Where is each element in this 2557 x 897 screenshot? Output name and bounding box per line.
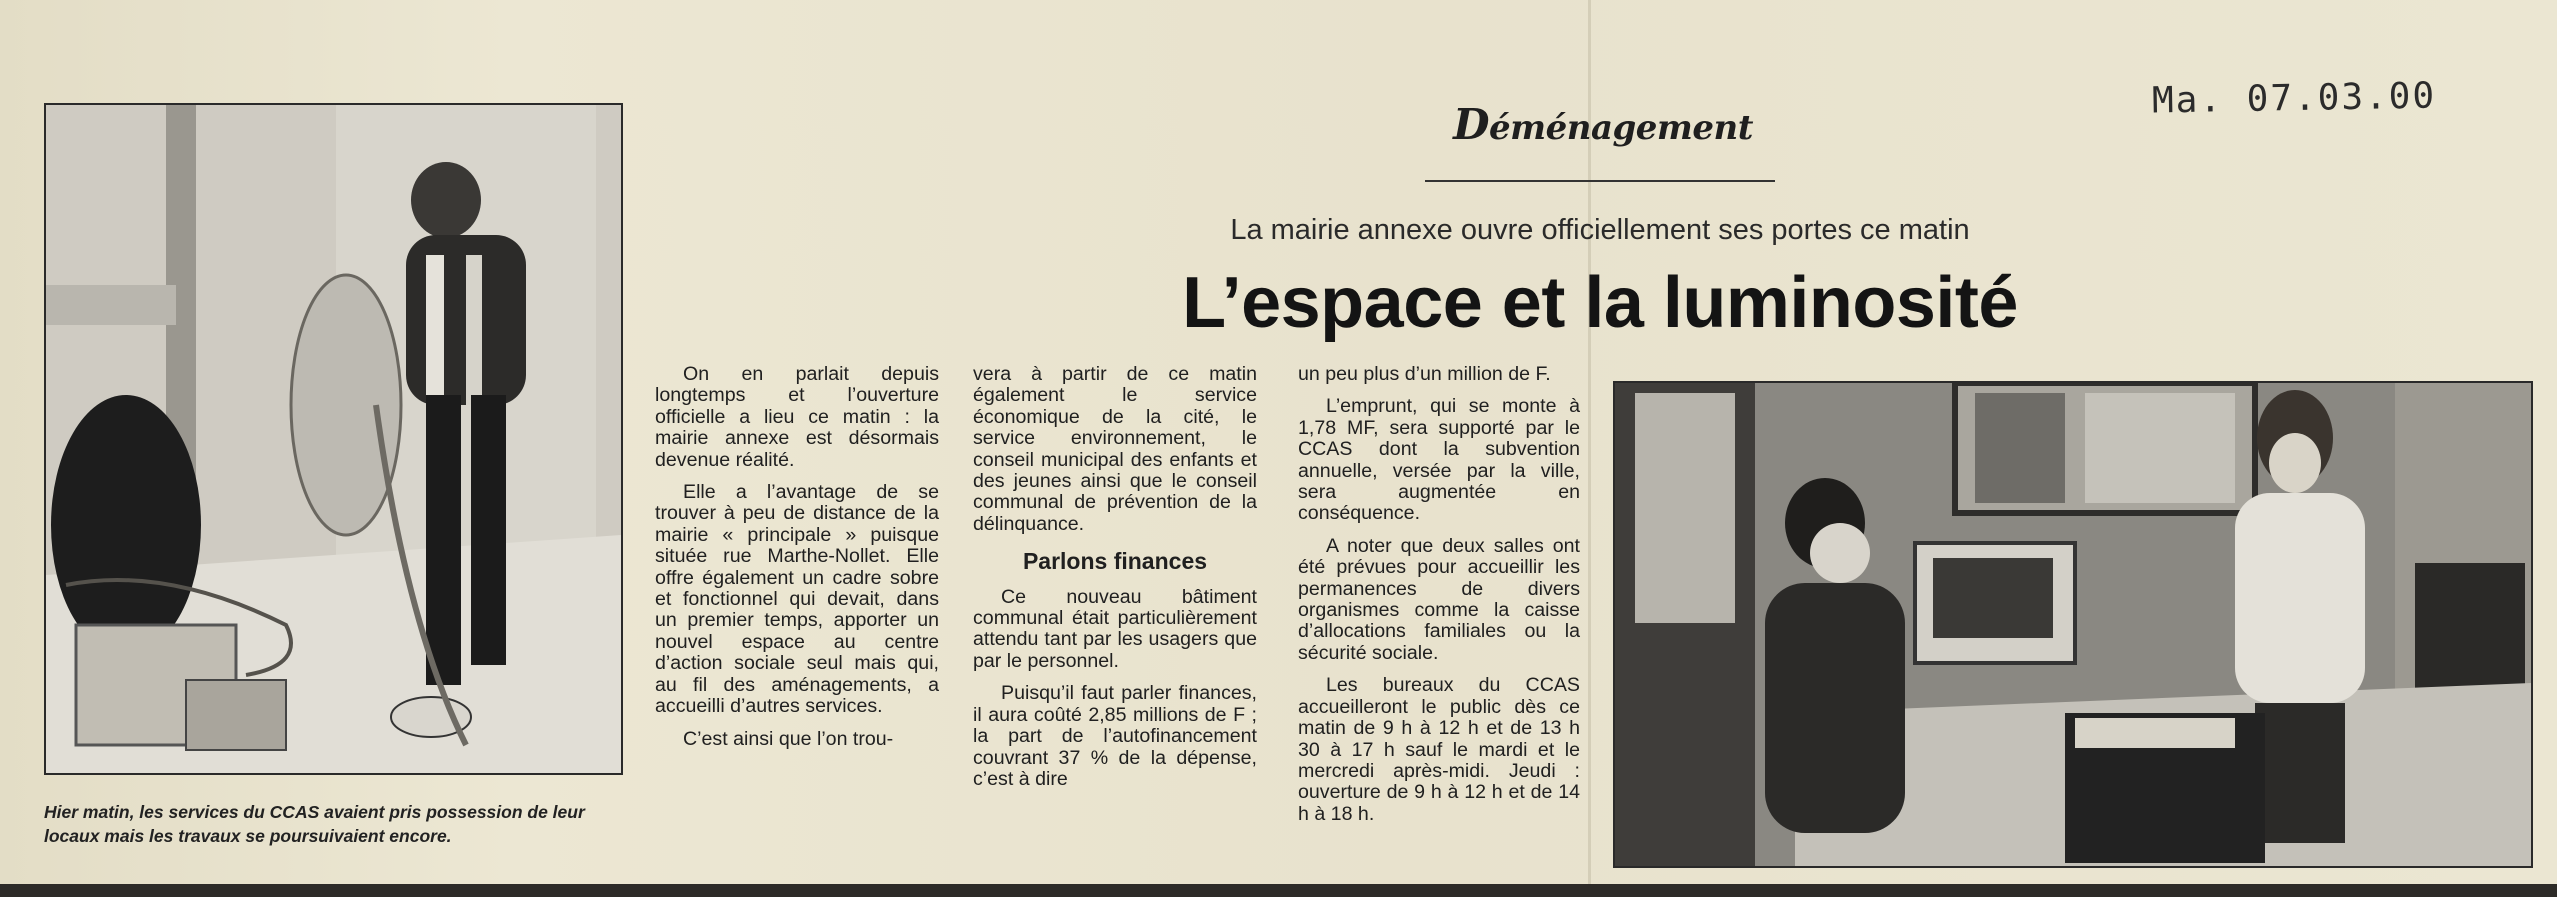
- paragraph: A noter que deux salles ont été prévues pour accueillir les permanences de divers organismes comme la caisse d’allocations familiales ou la sécurité sociale.: [1298, 534, 1580, 664]
- section-subhead: Parlons finances: [1022, 548, 1208, 575]
- paragraph: Elle a l’avantage de se trouver à peu de distance de la mairie « principale » puisque située rue Marthe-Nollet. Elle offre également un cadre sobre et fonctionnel qui devait, dans un premier temps, apporter un nouvel espace au centre d’action sociale seul mais qui, au fil des aménagements, a accueilli d’autres services.: [655, 481, 939, 718]
- article-column-2: [973, 364, 1257, 801]
- photo-caption: Hier matin, les services du CCAS avaient pris possession de leur locaux mais les travaux se poursuivaient encore.: [44, 802, 585, 846]
- article-subtitle: La mairie annexe ouvre officiellement ses portes ce matin: [1230, 214, 1970, 246]
- article-column-3: [1298, 364, 1580, 836]
- kicker-underline: [1425, 180, 1775, 182]
- photo-office-illustration: [1615, 383, 2531, 866]
- article-headline: L’espace et la luminosité: [1182, 263, 2018, 343]
- paragraph: Ce nouveau bâtiment communal était particulièrement attendu tant par les usagers que par le personnel.: [973, 585, 1257, 672]
- photo-office-staff: [1613, 381, 2533, 868]
- handwritten-date: Ma. 07.03.00: [2151, 75, 2437, 122]
- paragraph: vera à partir de ce matin également le service économique de la cité, le service environnement, le conseil municipal des enfants et des jeunes ainsi que le conseil communal de prévention de la délinquance.: [973, 363, 1257, 535]
- paragraph: C’est ainsi que l’on trou-: [683, 727, 894, 750]
- paragraph: Les bureaux du CCAS accueilleront le public dès ce matin de 9 h à 12 h et de 13 h 30 à 17 h sauf le mardi et le mercredi après-midi. Jeudi : ouverture de 9 h à 12 h et de 14 h à 18 h.: [1298, 674, 1580, 825]
- paragraph: L’emprunt, qui se monte à 1,78 MF, sera supporté par le CCAS dont la subvention annuelle, versée par la ville, sera augmentée en conséquence.: [1298, 395, 1580, 525]
- scan-bottom-edge: [0, 884, 2557, 897]
- paragraph: Puisqu’il faut parler finances, il aura coûté 2,85 millions de F ; la part de l’autofinancement couvrant 37 % de la dépense, c’est à dire: [973, 682, 1257, 790]
- section-kicker: [1424, 100, 1782, 149]
- kicker-initial: D: [1453, 100, 1489, 149]
- photo-worker-vacuuming: [44, 103, 623, 775]
- paragraph: On en parlait depuis longtemps et l’ouverture officielle a lieu ce matin : la mairie annexe est désormais devenue réalité.: [655, 363, 939, 471]
- paragraph: un peu plus d’un million de F.: [1298, 363, 1551, 385]
- photo-worker-illustration: [46, 105, 621, 773]
- article-column-1: [655, 364, 939, 761]
- kicker-rest: éménagement: [1488, 108, 1753, 148]
